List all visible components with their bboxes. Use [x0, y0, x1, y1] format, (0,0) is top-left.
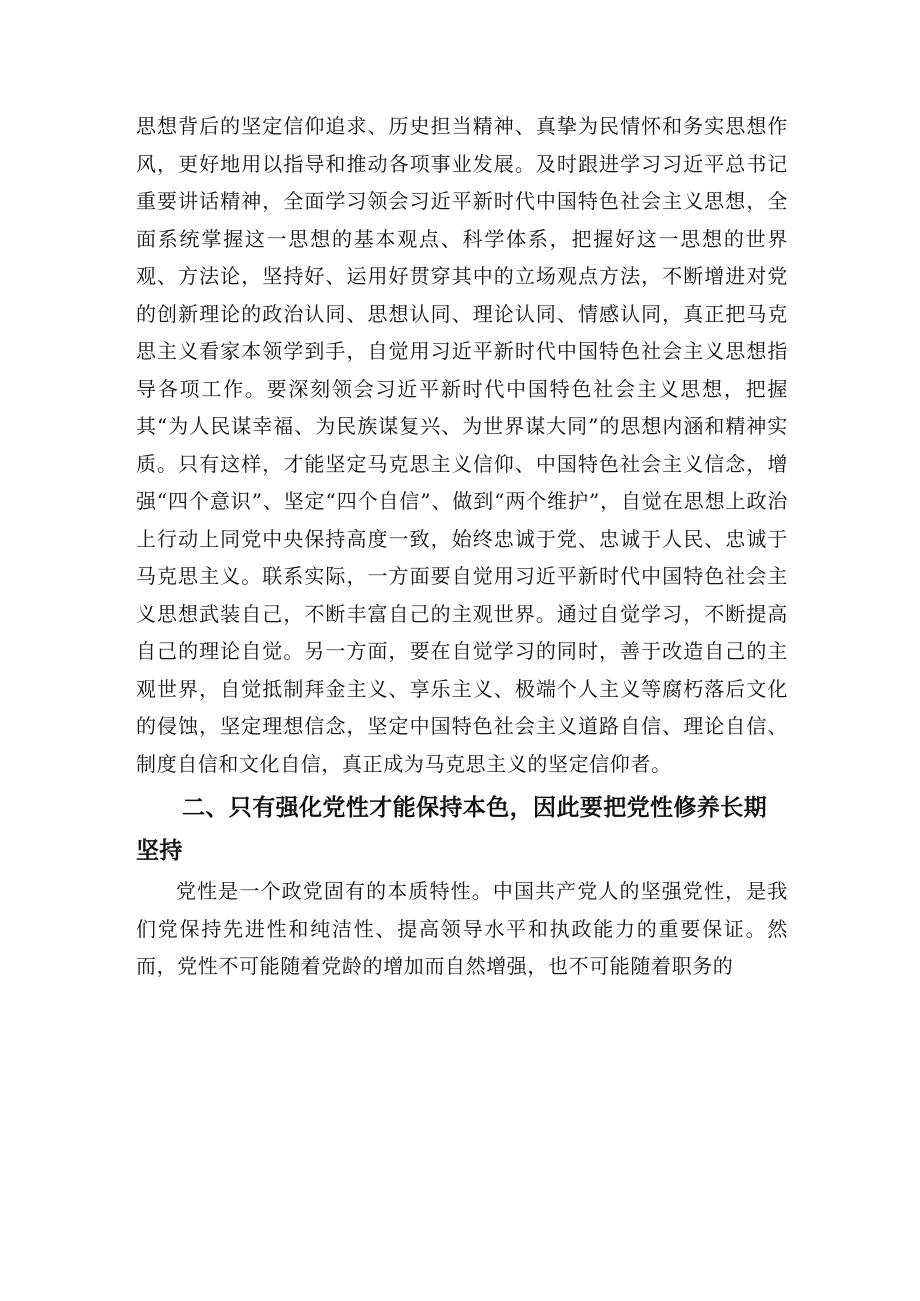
body-paragraph-2: 党性是一个政党固有的本质特性。中国共产党人的坚强党性，是我们党保持先进性和纯洁性、提高领导水平和执政能力的重要保证。然而，党性不可能随着党龄的增加而自然增强，也不可能随着职务的: [136, 879, 788, 978]
document-body: [136, 108, 788, 986]
section-heading: 二、只有强化党性才能保持本色，因此要把党性修养长期坚持: [136, 795, 767, 864]
body-paragraph-1: 思想背后的坚定信仰追求、历史担当精神、真挚为民情怀和务实思想作风，更好地用以指导和推动各项事业发展。及时跟进学习习近平总书记重要讲话精神，全面学习领会习近平新时代中国特色社会主义思想，全面系统掌握这一思想的基本观点、科学体系，把握好这一思想的世界观、方法论，坚持好、运用好贯穿其中的立场观点方法，不断增进对党的创新理论的政治认同、思想认同、理论认同、情感认同，真正把马克思主义看家本领学到手，自觉用习近平新时代中国特色社会主义思想指导各项工作。要深刻领会习近平新时代中国特色社会主义思想，把握其“为人民谋幸福、为民族谋复兴、为世界谋大同”的思想内涵和精神实质。只有这样，才能坚定马克思主义信仰、中国特色社会主义信念，增强“四个意识”、坚定“四个自信”、做到“两个维护”，自觉在思想上政治上行动上同党中央保持高度一致，始终忠诚于党、忠诚于人民、忠诚于马克思主义。联系实际，一方面要自觉用习近平新时代中国特色社会主义思想武装自己，不断丰富自己的主观世界。通过自觉学习，不断提高自己的理论自觉。另一方面，要在自觉学习的同时，善于改造自己的主观世界，自觉抵制拜金主义、享乐主义、极端个人主义等腐朽落后文化的侵蚀，坚定理想信念，坚定中国特色社会主义道路自信、理论自信、制度自信和文化自信，真正成为马克思主义的坚定信仰者。: [136, 114, 788, 776]
